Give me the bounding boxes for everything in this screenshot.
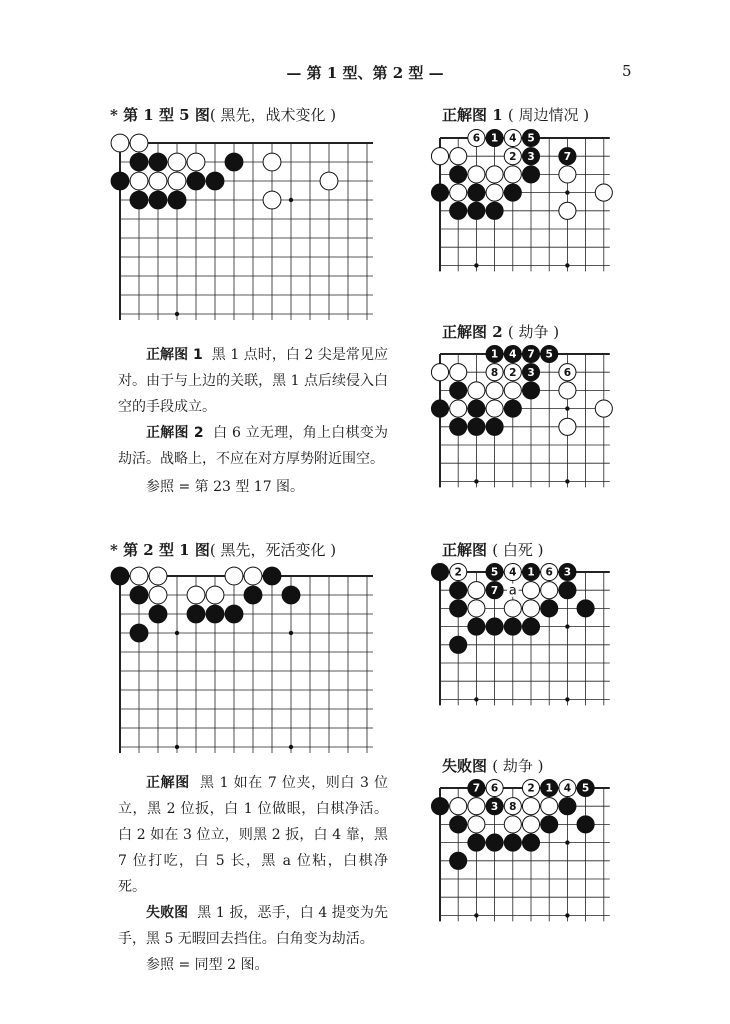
section-1-title-sub: ( 黑先，战术变化 )	[209, 106, 337, 124]
white-stone	[130, 172, 148, 190]
white-stone	[187, 153, 205, 171]
move-number: 6	[472, 132, 481, 145]
black-stone	[450, 382, 467, 399]
white-stone	[320, 172, 338, 190]
black-stone	[225, 153, 243, 171]
move-number: 7	[527, 348, 535, 361]
black-stone	[522, 834, 539, 851]
paragraph	[118, 900, 388, 952]
hoshi-point	[175, 745, 179, 749]
black-stone	[149, 605, 167, 623]
move-number: 6	[545, 566, 553, 579]
white-stone	[486, 184, 503, 201]
black-stone	[450, 852, 467, 869]
section-1-text	[118, 342, 388, 500]
move-number: 1	[490, 132, 499, 145]
paragraph	[118, 770, 388, 900]
black-stone	[282, 586, 300, 604]
black-stone	[111, 172, 129, 190]
caption-sub: ( 周边情况 )	[507, 106, 590, 124]
section-2-title-bold: * 第 2 型 1 图	[110, 541, 210, 559]
hoshi-point	[474, 697, 478, 701]
white-stone	[504, 166, 521, 183]
move-number: 3	[563, 566, 572, 579]
black-stone	[263, 567, 281, 585]
paragraph: 参照 = 第 23 型 17 图。	[146, 479, 305, 495]
go-diagram-correct-2	[440, 348, 630, 504]
black-stone	[450, 636, 467, 653]
move-number: 6	[490, 782, 499, 795]
white-stone	[559, 166, 576, 183]
running-header	[0, 62, 730, 86]
black-stone	[486, 202, 503, 219]
hoshi-point	[474, 263, 478, 267]
white-stone	[149, 567, 167, 585]
move-number: 7	[472, 782, 481, 795]
black-stone	[450, 202, 467, 219]
black-stone	[541, 600, 558, 617]
black-stone	[504, 184, 521, 201]
black-stone	[206, 605, 224, 623]
move-number: 4	[509, 132, 517, 145]
white-stone	[431, 364, 448, 381]
para-text: 黑 1 扳，恶手，白 4 提变为先手，黑 5 无暇回去挡住。白角变为劫活。	[118, 905, 388, 947]
black-stone	[504, 400, 521, 417]
section-1-title	[110, 104, 336, 125]
caption-sub: ( 劫争 )	[507, 323, 560, 341]
black-stone	[559, 582, 576, 599]
white-stone	[130, 134, 148, 152]
move-number: 2	[527, 782, 535, 795]
black-stone	[244, 586, 262, 604]
white-stone	[149, 586, 167, 604]
white-stone	[187, 586, 205, 604]
hoshi-point	[565, 263, 569, 267]
white-stone	[450, 364, 467, 381]
black-stone	[431, 563, 448, 580]
move-number: 5	[581, 782, 590, 795]
white-stone	[263, 153, 281, 171]
page-number: 5	[622, 62, 632, 80]
black-stone	[431, 184, 448, 201]
white-stone	[468, 798, 485, 815]
move-number: 8	[490, 366, 499, 379]
caption-bold: 正解图 1	[442, 106, 503, 124]
black-stone	[468, 618, 485, 635]
move-number: 3	[527, 150, 535, 163]
para-label: 正解图	[146, 775, 190, 791]
black-stone	[577, 600, 594, 617]
black-stone	[187, 172, 205, 190]
paragraph	[118, 342, 388, 420]
white-stone	[450, 798, 467, 815]
section-2-title	[110, 539, 336, 560]
move-number: 5	[490, 566, 499, 579]
caption-bold: 正解图 2	[442, 323, 503, 341]
go-diagram-failure	[440, 782, 630, 938]
white-stone	[468, 600, 485, 617]
white-stone	[149, 172, 167, 190]
black-stone	[450, 816, 467, 833]
right-caption-3	[442, 539, 544, 560]
black-stone	[468, 184, 485, 201]
hoshi-point	[565, 840, 569, 844]
white-stone	[468, 582, 485, 599]
white-stone	[522, 798, 539, 815]
right-caption-4	[442, 755, 544, 776]
paragraph: 参照 = 同型 2 图。	[146, 957, 269, 973]
white-stone	[111, 134, 129, 152]
white-stone	[450, 148, 467, 165]
white-stone	[522, 816, 539, 833]
para-text: 黑 1 点时，白 2 尖是常见应对。由于与上边的关联，黑 1 点后续侵入白空的手段成立。	[118, 347, 388, 415]
black-stone	[225, 605, 243, 623]
go-diagram-correct-1	[440, 132, 630, 288]
white-stone	[541, 582, 558, 599]
para-label: 正解图 1	[146, 347, 203, 363]
black-stone	[130, 624, 148, 642]
black-stone	[486, 834, 503, 851]
white-stone	[559, 418, 576, 435]
black-stone	[468, 202, 485, 219]
go-diagram-correct-white-dies	[440, 566, 630, 722]
go-diagram-type1-fig5	[120, 143, 378, 323]
white-stone	[468, 166, 485, 183]
go-diagram-type2-fig1	[120, 576, 378, 756]
hoshi-point	[565, 624, 569, 628]
caption-bold: 正解图	[442, 541, 488, 559]
black-stone	[450, 600, 467, 617]
white-stone	[431, 148, 448, 165]
hoshi-point	[565, 406, 569, 410]
hoshi-point	[565, 190, 569, 194]
white-stone	[541, 798, 558, 815]
black-stone	[206, 172, 224, 190]
hoshi-point	[289, 745, 293, 749]
black-stone	[504, 618, 521, 635]
hoshi-point	[175, 631, 179, 635]
black-stone	[130, 153, 148, 171]
white-stone	[595, 400, 612, 417]
move-number: 7	[563, 150, 572, 163]
white-stone	[168, 172, 186, 190]
white-stone	[522, 582, 539, 599]
hoshi-point	[565, 913, 569, 917]
right-caption-2	[442, 321, 559, 342]
section-1-title-bold: * 第 1 型 5 图	[110, 106, 210, 124]
move-number: 2	[454, 566, 462, 579]
hoshi-point	[175, 312, 179, 316]
board-label: a	[508, 583, 517, 599]
black-stone	[450, 418, 467, 435]
black-stone	[522, 382, 539, 399]
para-text: 白 6 立无理，角上白棋变为劫活。战略上，不应在对方厚势附近围空。	[118, 425, 388, 467]
hoshi-point	[474, 479, 478, 483]
white-stone	[486, 166, 503, 183]
section-2-text	[118, 770, 388, 978]
hoshi-point	[474, 913, 478, 917]
move-number: 2	[509, 150, 517, 163]
white-stone	[486, 400, 503, 417]
white-stone	[504, 382, 521, 399]
white-stone	[595, 184, 612, 201]
black-stone	[187, 605, 205, 623]
move-number: 1	[527, 566, 535, 579]
black-stone	[130, 586, 148, 604]
move-number: 3	[490, 800, 499, 813]
white-stone	[168, 153, 186, 171]
move-number: 4	[563, 782, 572, 795]
move-number: 6	[563, 366, 572, 379]
black-stone	[168, 191, 186, 209]
right-caption-1	[442, 104, 589, 125]
black-stone	[468, 400, 485, 417]
hoshi-point	[565, 697, 569, 701]
black-stone	[522, 166, 539, 183]
black-stone	[149, 191, 167, 209]
black-stone	[522, 618, 539, 635]
white-stone	[522, 600, 539, 617]
white-stone	[130, 567, 148, 585]
black-stone	[486, 618, 503, 635]
black-stone	[450, 582, 467, 599]
white-stone	[263, 191, 281, 209]
move-number: 5	[545, 348, 553, 361]
white-stone	[225, 567, 243, 585]
move-number: 1	[490, 348, 499, 361]
black-stone	[504, 834, 521, 851]
move-number: 5	[527, 132, 535, 145]
white-stone	[486, 382, 503, 399]
move-number: 1	[545, 782, 553, 795]
para-label: 失败图	[146, 905, 189, 921]
caption-bold: 失败图	[442, 757, 488, 775]
para-label: 正解图 2	[146, 425, 204, 441]
header-title: — 第 1 型、第 2 型 —	[286, 64, 444, 82]
black-stone	[149, 153, 167, 171]
black-stone	[130, 191, 148, 209]
section-2-title-sub: ( 黑先，死活变化 )	[209, 541, 337, 559]
white-stone	[468, 816, 485, 833]
black-stone	[111, 567, 129, 585]
move-number: 4	[509, 566, 517, 579]
hoshi-point	[289, 631, 293, 635]
white-stone	[559, 382, 576, 399]
white-stone	[504, 816, 521, 833]
move-number: 2	[509, 366, 517, 379]
white-stone	[450, 400, 467, 417]
white-stone	[504, 600, 521, 617]
white-stone	[244, 567, 262, 585]
move-number: 3	[527, 366, 535, 379]
paragraph	[118, 420, 388, 472]
black-stone	[541, 816, 558, 833]
white-stone	[559, 202, 576, 219]
black-stone	[486, 418, 503, 435]
black-stone	[468, 834, 485, 851]
caption-sub: ( 劫争 )	[492, 757, 544, 775]
hoshi-point	[289, 198, 293, 202]
move-number: 8	[509, 800, 517, 813]
para-text: 黑 1 如在 7 位夹，则白 3 位立，黑 2 位扳，白 1 位做眼，白棋净活。白 2 如在 3 位立，则黑 2 扳，白 4 靠，黑 7 位打吃，白 5 长，黑 a 位粘，白棋净死。	[118, 775, 388, 895]
white-stone	[450, 184, 467, 201]
black-stone	[577, 816, 594, 833]
black-stone	[468, 418, 485, 435]
caption-sub: ( 白死 )	[492, 541, 544, 559]
move-number: 4	[509, 348, 517, 361]
move-number: 7	[490, 584, 499, 597]
hoshi-point	[565, 479, 569, 483]
white-stone	[468, 382, 485, 399]
white-stone	[206, 586, 224, 604]
black-stone	[559, 798, 576, 815]
black-stone	[450, 166, 467, 183]
black-stone	[431, 798, 448, 815]
black-stone	[431, 400, 448, 417]
